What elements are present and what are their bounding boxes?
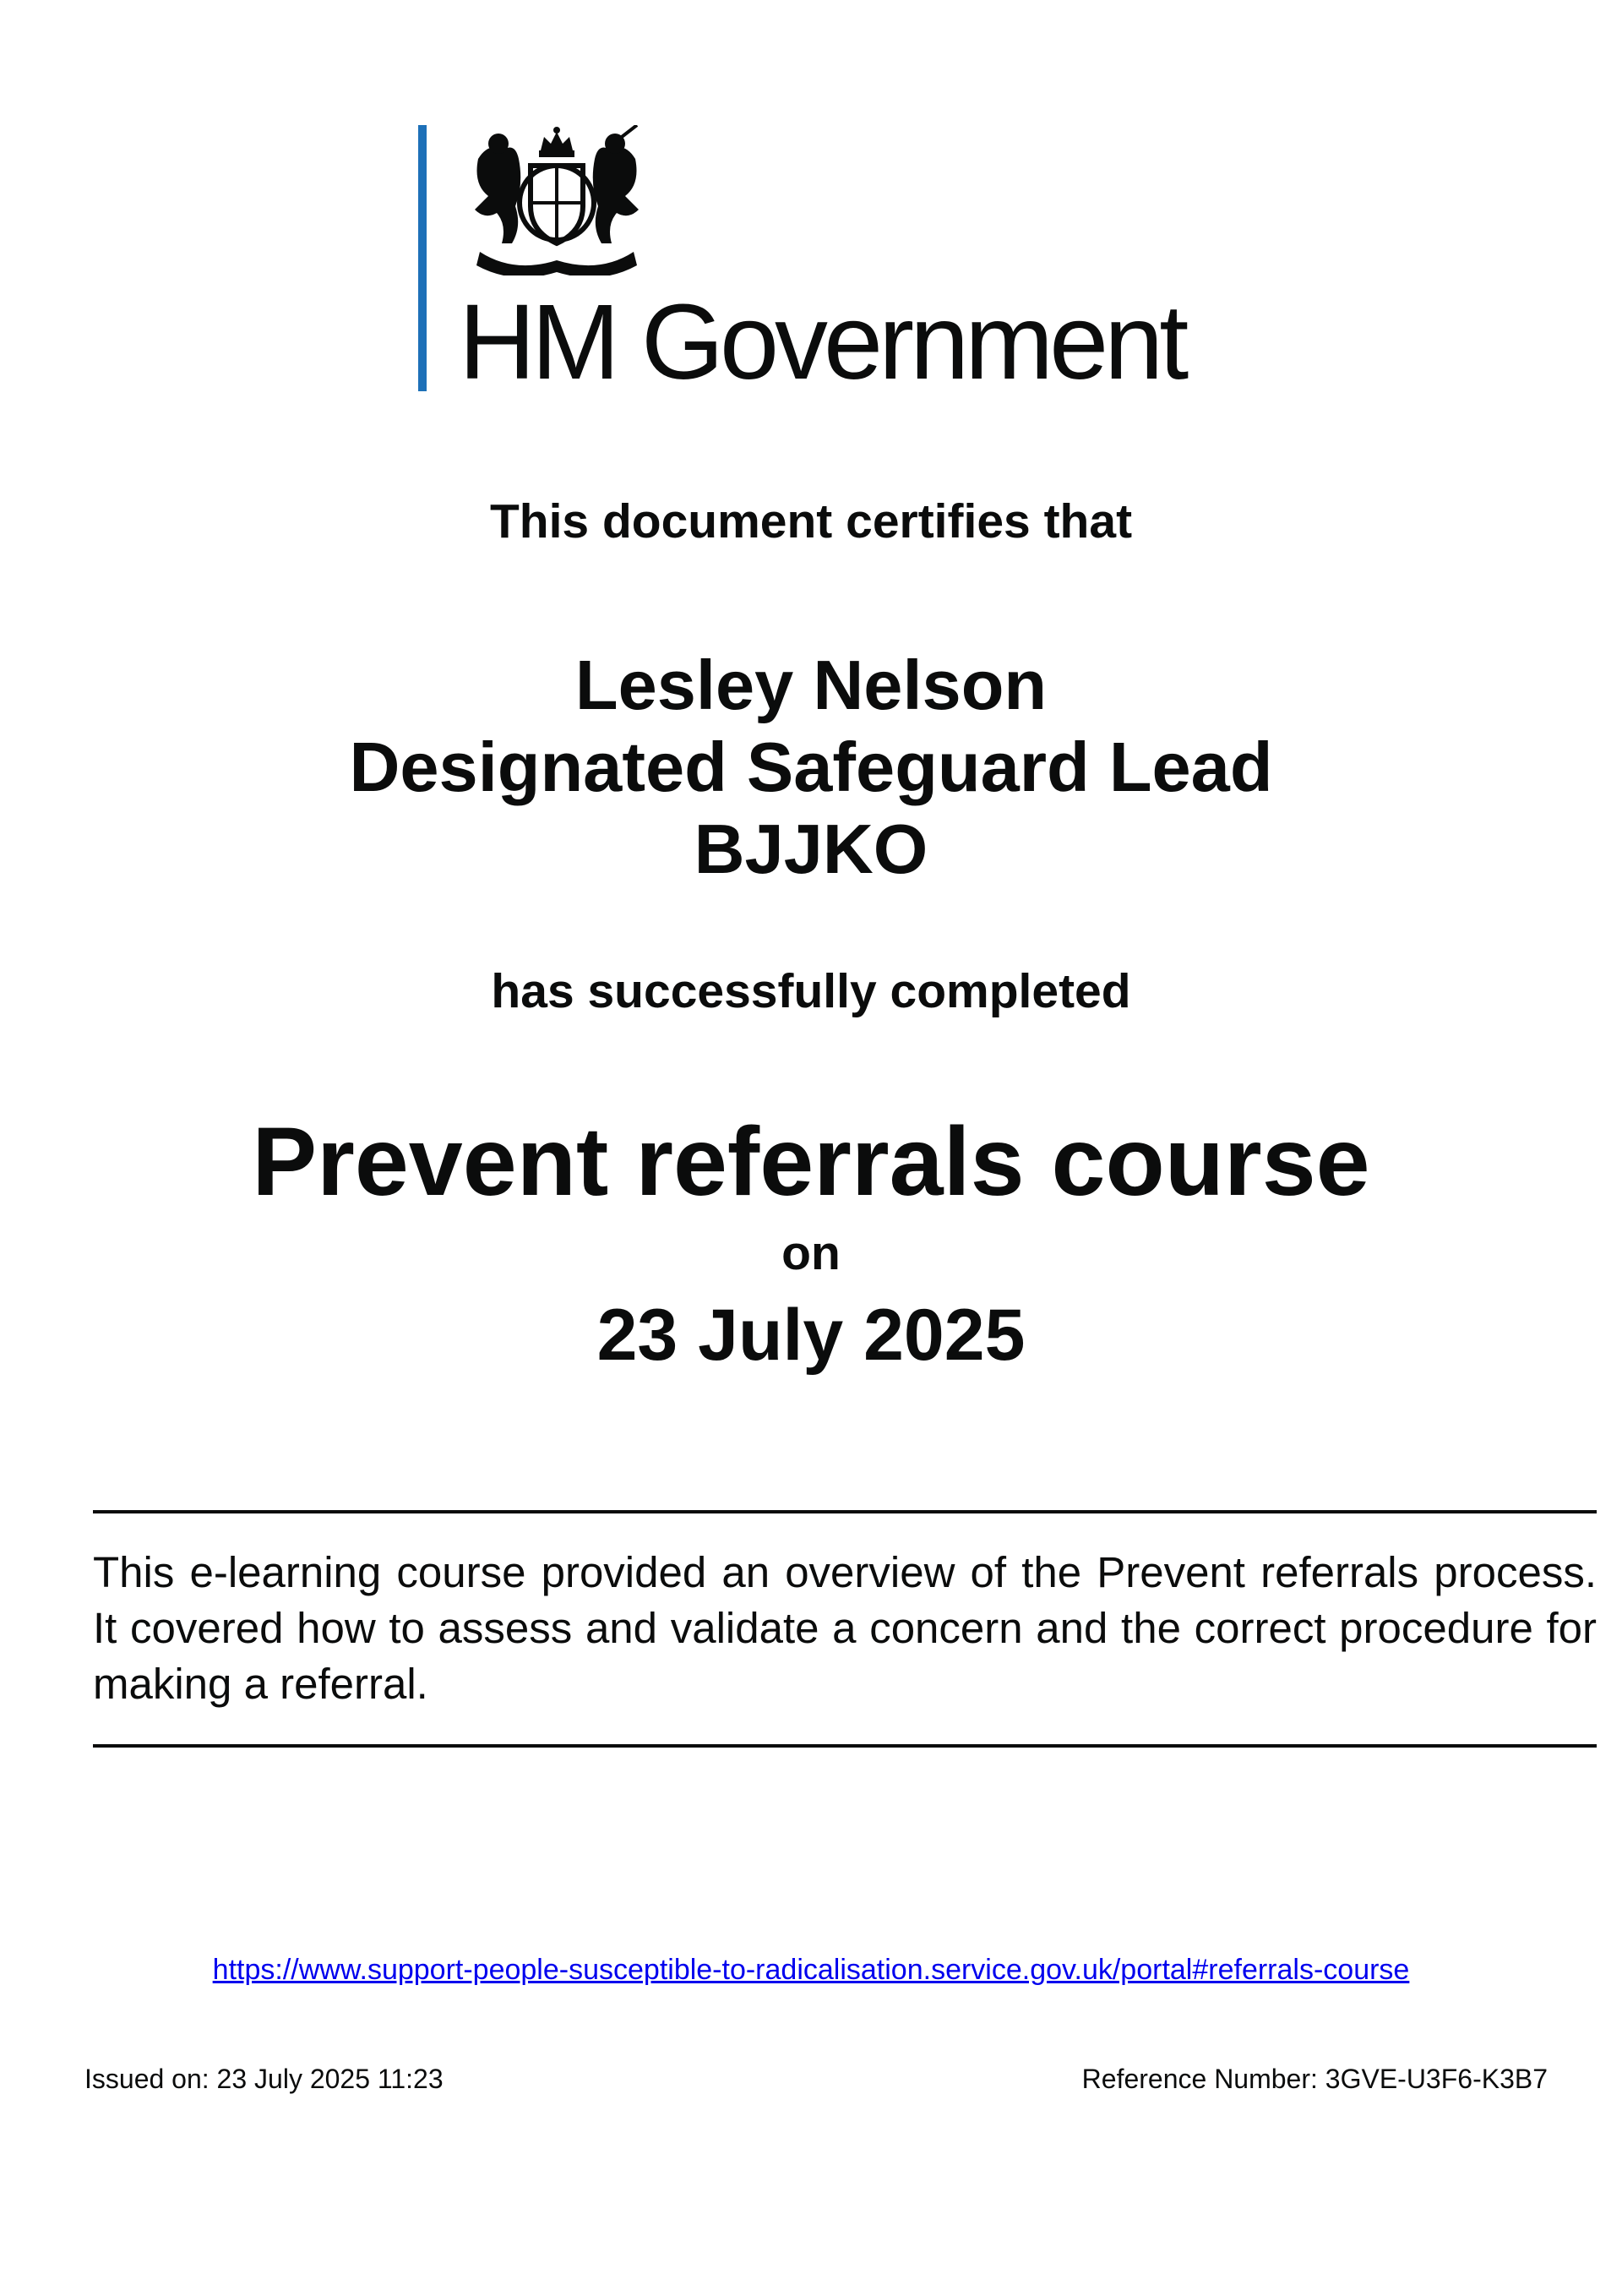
certificate-intro: This document certifies that <box>489 494 1133 548</box>
on-text: on <box>781 1226 841 1280</box>
issued-on: Issued on: 23 July 2025 11:23 <box>84 2064 444 2094</box>
completed-text: has successfully completed <box>491 964 1131 1018</box>
brand-text: HM Government <box>459 282 1185 401</box>
reference-number: Reference Number: 3GVE-U3F6-K3B7 <box>1081 2064 1548 2094</box>
portal-link[interactable]: https://www.support-people-susceptible-to-radicalisation.service.gov.uk/portal#referrals-course <box>212 1954 1410 1986</box>
completion-date: 23 July 2025 <box>596 1295 1026 1376</box>
course-title: Prevent referrals course <box>252 1108 1370 1216</box>
recipient-name: Lesley Nelson <box>574 646 1048 724</box>
divider-top <box>93 1510 1597 1513</box>
recipient-role: Designated Safeguard Lead <box>349 728 1273 806</box>
course-description: This e-learning course provided an overview of the Prevent referrals process. It covered how to assess and validate a concern and the correct procedure for making a referral. <box>93 1548 1597 1708</box>
recipient-organisation: BJJKO <box>694 810 928 888</box>
divider-bottom <box>93 1744 1597 1748</box>
royal-coat-of-arms-icon <box>463 125 650 275</box>
logo-accent-bar <box>418 125 427 391</box>
recipient-block <box>0 644 1622 890</box>
